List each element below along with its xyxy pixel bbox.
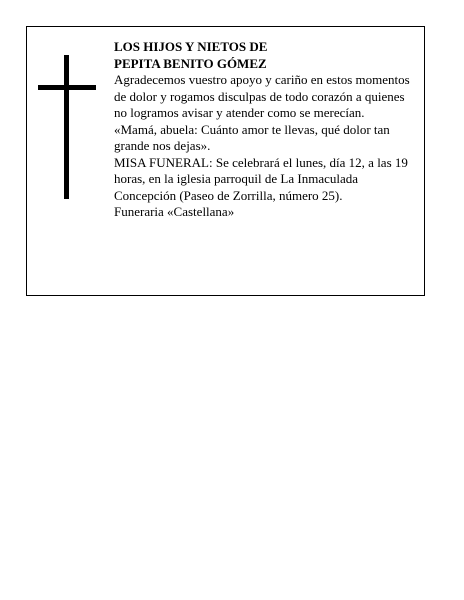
- notice-text: [114, 39, 414, 221]
- cross-horizontal-bar: [38, 85, 96, 90]
- funeral-home-line: Funeraria «Castellana»: [114, 204, 235, 219]
- cross-icon: [38, 55, 96, 199]
- notice-heading: [114, 39, 414, 72]
- quote-paragraph: «Mamá, abuela: Cuánto amor te llevas, qué dolor tan grande nos dejas».: [114, 121, 390, 153]
- obituary-notice: [26, 26, 425, 296]
- heading-line-2: PEPITA BENITO GÓMEZ: [114, 55, 267, 71]
- funeral-mass-paragraph: MISA FUNERAL: Se celebrará el lunes, día 12, a las 19 horas, en la iglesia parroquil de La Inmaculada Concepción (Paseo de Zorrilla, número 25).: [114, 154, 408, 203]
- cross-vertical-bar: [64, 55, 69, 199]
- thanks-paragraph: Agradecemos vuestro apoyo y cariño en estos momentos de dolor y rogamos disculpas de todo corazón a quienes no logramos avisar y atender como se merecían.: [114, 72, 410, 120]
- heading-line-1: LOS HIJOS Y NIETOS DE: [114, 39, 268, 54]
